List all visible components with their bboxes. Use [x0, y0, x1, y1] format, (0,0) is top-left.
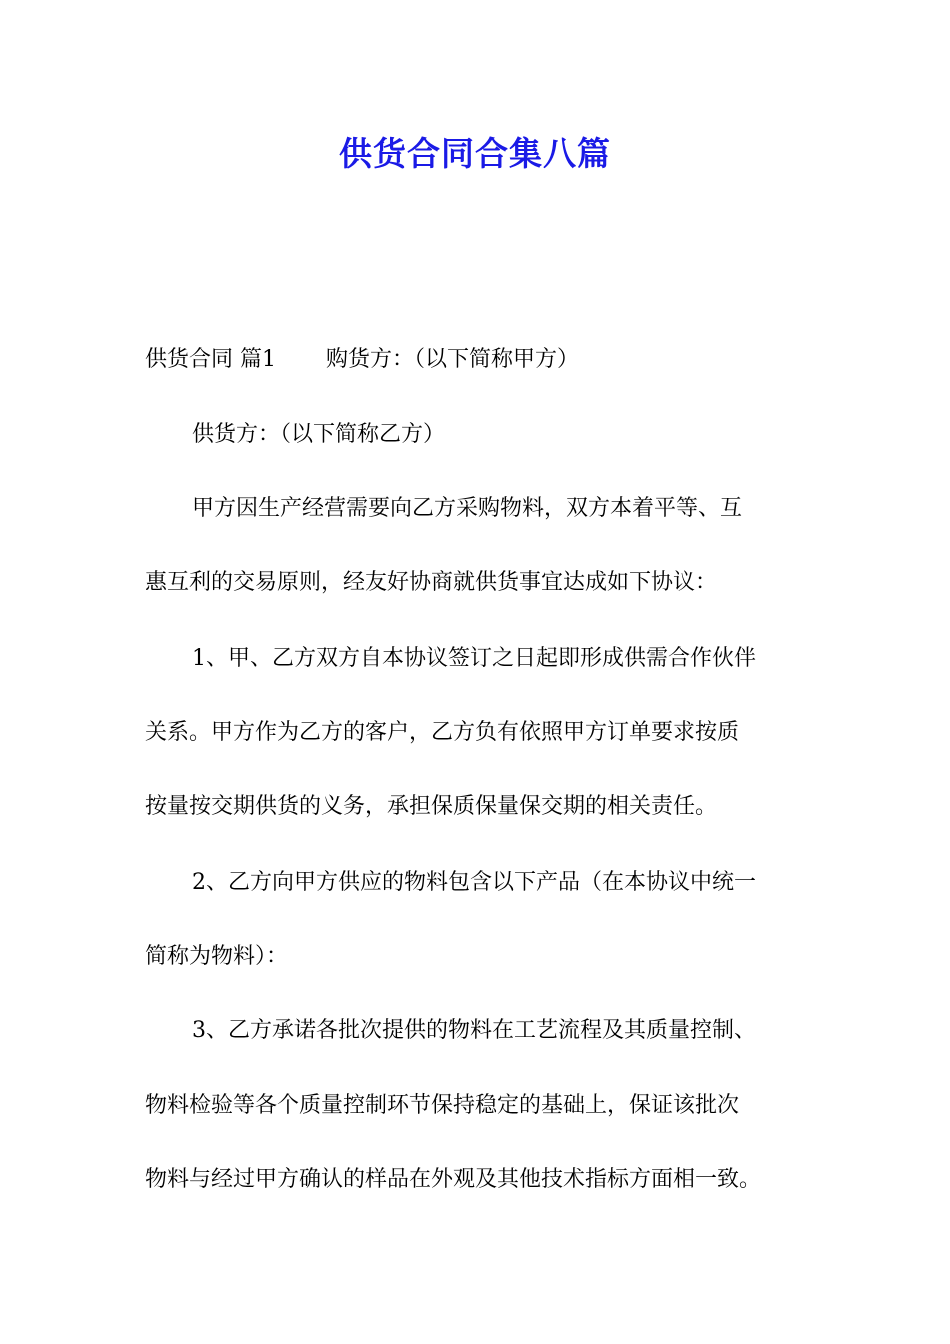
paragraph-intro-line-2: 惠互利的交易原则，经友好协商就供货事宜达成如下协议：	[145, 570, 718, 595]
supplier-line: 供货方：（以下简称乙方）	[192, 422, 446, 447]
clause-3-line-1: 3、乙方承诺各批次提供的物料在工艺流程及其质量控制、	[192, 1018, 756, 1043]
section-heading: 供货合同 篇1	[145, 347, 276, 372]
clause-1-line-1: 1、甲、乙方双方自本协议签订之日起即形成供需合作伙伴	[192, 646, 756, 671]
heading-line	[145, 345, 579, 375]
document-title: 供货合同合集八篇	[339, 134, 611, 173]
clause-2-line-1: 2、乙方向甲方供应的物料包含以下产品（在本协议中统一	[192, 870, 756, 895]
buyer-line: 购货方：（以下简称甲方）	[326, 347, 580, 372]
clause-1-line-2: 关系。甲方作为乙方的客户，乙方负有依照甲方订单要求按质	[145, 720, 740, 745]
clause-1-line-3: 按量按交期供货的义务，承担保质保量保交期的相关责任。	[145, 794, 718, 819]
clause-2-line-2: 简称为物料）：	[145, 944, 289, 969]
clause-3-line-3: 物料与经过甲方确认的样品在外观及其他技术指标方面相一致。	[145, 1167, 762, 1192]
clause-3-line-2: 物料检验等各个质量控制环节保持稳定的基础上，保证该批次	[145, 1093, 740, 1118]
paragraph-intro-line-1: 甲方因生产经营需要向乙方采购物料，双方本着平等、互	[192, 496, 743, 521]
